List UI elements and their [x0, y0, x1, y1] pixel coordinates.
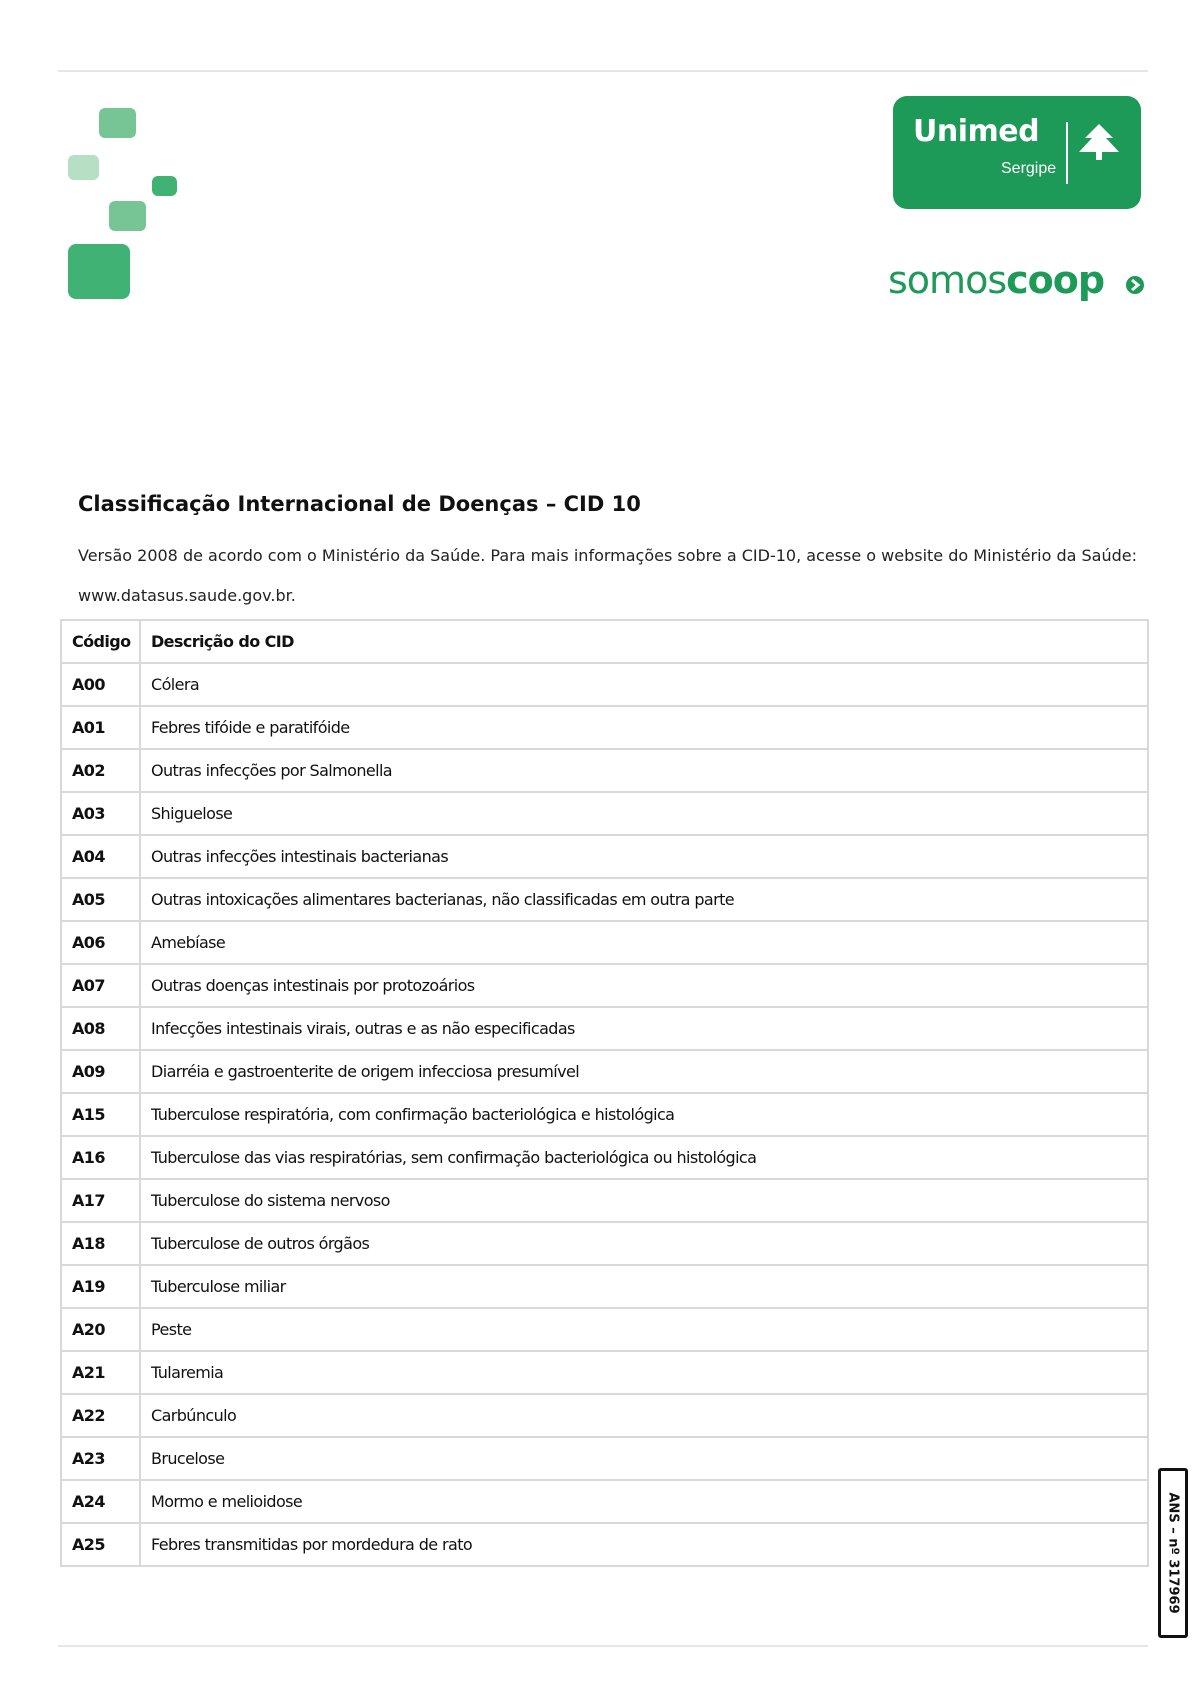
table-row — [61, 835, 1148, 878]
logo-divider — [1066, 122, 1068, 184]
header-description: Descrição do CID — [140, 620, 1148, 663]
square-icon — [68, 155, 99, 180]
cid-code: A08 — [61, 1007, 140, 1050]
cid-code: A00 — [61, 663, 140, 706]
table-row — [61, 663, 1148, 706]
cid-description: Tuberculose miliar — [140, 1265, 1148, 1308]
cid-code: A01 — [61, 706, 140, 749]
page-title: Classificação Internacional de Doenças – CID 10 — [78, 492, 641, 516]
table-row — [61, 921, 1148, 964]
table-row — [61, 1136, 1148, 1179]
table-row — [61, 749, 1148, 792]
cid-description: Tularemia — [140, 1351, 1148, 1394]
cid-code: A07 — [61, 964, 140, 1007]
cid-description: Amebíase — [140, 921, 1148, 964]
cid-description: Outras infecções intestinais bacterianas — [140, 835, 1148, 878]
cid-description: Tuberculose do sistema nervoso — [140, 1179, 1148, 1222]
cid-code: A05 — [61, 878, 140, 921]
table-header-row — [61, 620, 1148, 663]
cid-code: A20 — [61, 1308, 140, 1351]
unimed-logo — [893, 96, 1141, 209]
cid-description: Tuberculose de outros órgãos — [140, 1222, 1148, 1265]
cid-description: Outras infecções por Salmonella — [140, 749, 1148, 792]
tagline-part1: somos — [888, 258, 1007, 302]
square-icon — [68, 244, 130, 299]
cid-code: A03 — [61, 792, 140, 835]
table-row — [61, 1523, 1148, 1566]
square-icon — [99, 108, 136, 138]
cid-code: A21 — [61, 1351, 140, 1394]
logo-wordmark: Unimed — [913, 114, 1040, 149]
arrow-right-icon — [1125, 275, 1145, 295]
top-divider — [58, 70, 1148, 72]
table-row — [61, 1394, 1148, 1437]
cid-description: Cólera — [140, 663, 1148, 706]
table-row — [61, 878, 1148, 921]
cid-code: A15 — [61, 1093, 140, 1136]
cid-description: Peste — [140, 1308, 1148, 1351]
cid-code: A16 — [61, 1136, 140, 1179]
cid-code: A18 — [61, 1222, 140, 1265]
ans-registration-badge — [1158, 1468, 1188, 1638]
cid-code: A22 — [61, 1394, 140, 1437]
table-row — [61, 1351, 1148, 1394]
cid-code: A09 — [61, 1050, 140, 1093]
cid-code: A04 — [61, 835, 140, 878]
cid-description: Mormo e melioidose — [140, 1480, 1148, 1523]
cid-description: Infecções intestinais virais, outras e as não especificadas — [140, 1007, 1148, 1050]
table-row — [61, 1480, 1148, 1523]
cid-description: Febres tifóide e paratifóide — [140, 706, 1148, 749]
pine-tree-icon — [1073, 122, 1125, 162]
table-row — [61, 1007, 1148, 1050]
cid-description: Brucelose — [140, 1437, 1148, 1480]
cid-code: A02 — [61, 749, 140, 792]
cid-code: A19 — [61, 1265, 140, 1308]
tagline-part2: coop — [1006, 258, 1105, 302]
square-icon — [152, 176, 177, 196]
table-row — [61, 1050, 1148, 1093]
table-row — [61, 1308, 1148, 1351]
bottom-divider — [58, 1645, 1148, 1647]
table-row — [61, 706, 1148, 749]
cid-description: Outras intoxicações alimentares bacterianas, não classificadas em outra parte — [140, 878, 1148, 921]
cid-description: Outras doenças intestinais por protozoários — [140, 964, 1148, 1007]
cid-description: Diarréia e gastroenterite de origem infecciosa presumível — [140, 1050, 1148, 1093]
cid-code: A24 — [61, 1480, 140, 1523]
somoscoop-logo — [888, 258, 1104, 302]
table-row — [61, 964, 1148, 1007]
cid-code: A25 — [61, 1523, 140, 1566]
cid-code: A17 — [61, 1179, 140, 1222]
table-row — [61, 1093, 1148, 1136]
intro-text: Versão 2008 de acordo com o Ministério da Saúde. Para mais informações sobre a CID-10, acesse o website do Ministério da Saúde: www.datasus.saude.gov.br. — [78, 546, 1137, 605]
ans-registration-text: ANS – nº 317969 — [1165, 1492, 1181, 1614]
cid-description: Tuberculose respiratória, com confirmação bacteriológica e histológica — [140, 1093, 1148, 1136]
table-row — [61, 1437, 1148, 1480]
cid-description: Febres transmitidas por mordedura de rato — [140, 1523, 1148, 1566]
cid-table — [60, 619, 1147, 1567]
table-row — [61, 1179, 1148, 1222]
cid-code: A06 — [61, 921, 140, 964]
cid-code: A23 — [61, 1437, 140, 1480]
square-icon — [109, 201, 146, 231]
table-row — [61, 1265, 1148, 1308]
cid-description: Carbúnculo — [140, 1394, 1148, 1437]
table-row — [61, 792, 1148, 835]
cid-description: Shiguelose — [140, 792, 1148, 835]
header-code: Código — [61, 620, 140, 663]
cid-description: Tuberculose das vias respiratórias, sem confirmação bacteriológica ou histológica — [140, 1136, 1148, 1179]
table-row — [61, 1222, 1148, 1265]
logo-region: Sergipe — [1001, 160, 1057, 177]
